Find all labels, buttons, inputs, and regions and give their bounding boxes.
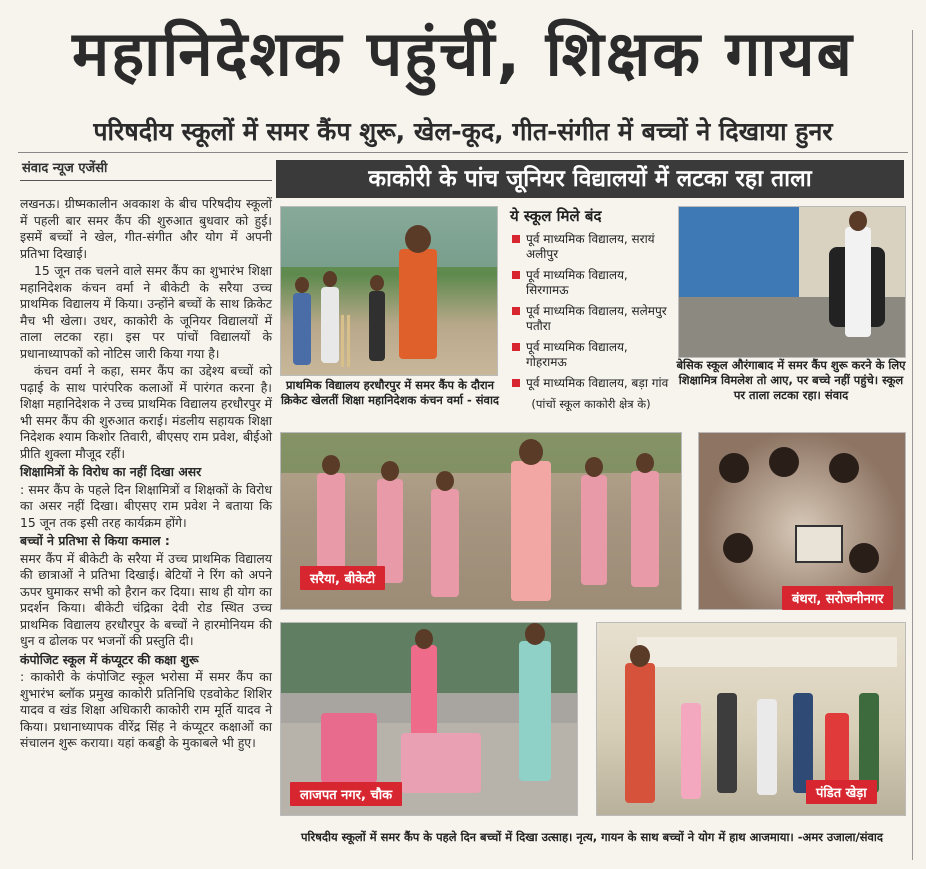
bullet-icon [512, 271, 520, 279]
paragraph: 15 जून तक चलने वाले समर कैंप का शुभारंभ शिक्षा महानिदेशक कंचन वर्मा ने बीकेटी के सरैया उच्च प्राथमिक विद्यालय में किया। उन्होंने बच्चों के साथ क्रिकेट मैच भी खेला। उधर, काकोरी के जूनियर विद्यालयों में ताला लटका रहा। इस पर पांचों विद्यालयों के प्रधानाध्यापकों को नोटिस जारी किया गया है। [20, 263, 272, 361]
paragraph: : समर कैंप के पहले दिन शिक्षामित्रों व शिक्षकों के विरोध का असर नहीं दिखा। बीएसए राम प्रवेश ने बताया कि 15 जून तक इसी तरह कार्यक्रम होंगे। [20, 481, 272, 530]
caption-cricket: प्राथमिक विद्यालय हरधौरपुर में समर कैंप के दौरान क्रिकेट खेलतीं शिक्षा महानिदेशक कंचन वर्मा - संवाद [280, 378, 500, 407]
adjacent-column [912, 30, 926, 860]
box-title: ये स्कूल मिले बंद [510, 207, 602, 225]
bullet-icon [512, 235, 520, 243]
byline: संवाद न्यूज एजेंसी [22, 161, 108, 176]
paragraph: : काकोरी के कंपोजिट स्कूल भरोसा में समर कैंप का शुभारंभ ब्लॉक प्रमुख काकोरी प्रतिनिधि एडवोकेट शिशिर यादव व खंड शिक्षा अधिकारी काकोरी राम मूर्ति यादव ने किया। प्रधानाध्यापक वीरेंद्र सिंह ने कंप्यूटर कक्षाओं का संचालन शुरू कराया। यहां कबड्डी के मुकाबले भी हुए। [20, 669, 272, 750]
list-item: पूर्व माध्यमिक विद्यालय, गोहरामऊ [510, 340, 672, 370]
location-tag: पंडित खेड़ा [806, 780, 877, 804]
closed-schools-box [510, 206, 672, 412]
list-item: पूर्व माध्यमिक विद्यालय, सरायं अलीपुर [510, 232, 672, 262]
bullet-icon [512, 307, 520, 315]
subheading: शिक्षामित्रों के विरोध का नहीं दिखा असर [20, 464, 202, 479]
list-item: पूर्व माध्यमिक विद्यालय, बड़ा गांव [510, 376, 672, 391]
subheading: बच्चों ने प्रतिभा से किया कमाल : [20, 533, 170, 548]
closed-schools-list [510, 232, 672, 391]
divider [18, 152, 908, 153]
bullet-icon [512, 379, 520, 387]
headline: महानिदेशक पहुंचीं, शिक्षक गायब [72, 17, 854, 90]
location-tag: लाजपत नगर, चौक [290, 782, 402, 806]
paragraph: समर कैंप में बीकेटी के सरैया में उच्च प्राथमिक विद्यालय की छात्राओं ने प्रतिभा दिखाई। बेटियों ने रिंग को अपने ऊपर घुमाकर सभी को हैरान कर दिया। साथ ही योग का प्रदर्शन किया। बीकेटी चंद्रिका देवी रोड स्थित उच्च प्राथमिक विद्यालय हरधौरपुर के बच्चों ने हारमोनियम की धुन व ढोलक पर भजनों की प्रस्तुति दी। [20, 550, 272, 648]
paragraph: लखनऊ। ग्रीष्मकालीन अवकाश के बीच परिषदीय स्कूलों में पहली बार समर कैंप की शुरुआत बुधवार को हुई। इसमें बच्चों ने खेल, गीत-संगीत और योग में अपनी प्रतिभा दिखाई। [20, 196, 272, 261]
subheadline: परिषदीय स्कूलों में समर कैंप शुरू, खेल-कूद, गीत-संगीत में बच्चों ने दिखाया हुनर [93, 117, 833, 146]
location-tag: सरैया, बीकेटी [300, 566, 385, 590]
location-tag: बंथरा, सरोजनीनगर [782, 586, 893, 610]
caption-bottom: परिषदीय स्कूलों में समर कैंप के पहले दिन बच्चों में दिखा उत्साह। नृत्य, गायन के साथ बच्चों ने योग में हाथ आजमाया। -अमर उजाला/संवाद [301, 830, 883, 844]
list-item: पूर्व माध्यमिक विद्यालय, सलेमपुर पतौरा [510, 304, 672, 334]
photo-bantra [698, 432, 906, 610]
box-note: (पांचों स्कूल काकोरी क्षेत्र के) [531, 397, 651, 411]
photo-cricket [280, 206, 498, 376]
divider [20, 180, 272, 181]
bullet-icon [512, 343, 520, 351]
article-body [20, 186, 272, 753]
photo-locked-school [678, 206, 906, 358]
banner: काकोरी के पांच जूनियर विद्यालयों में लटका रहा ताला [276, 160, 904, 198]
paragraph: कंचन वर्मा ने कहा, समर कैंप का उद्देश्य बच्चों को पढ़ाई के साथ पारंपरिक कलाओं में पारंगत करना है। शिक्षा महानिदेशक ने उच्च प्राथमिक विद्यालय हरधौरपुर में भी समर कैंप की शुरुआत कराई। मंडलीय सहायक शिक्षा निदेशक श्याम किशोर तिवारी, बीएसए राम प्रवेश, बीईओ प्रीति शुक्ला मौजूद रहीं। [20, 363, 272, 461]
caption-locked-school: बेसिक स्कूल औरंगाबाद में समर कैंप शुरू करने के लिए शिक्षामित्र विमलेश तो आए, पर बच्चे नहीं पहुंचे। स्कूल पर ताला लटका रहा। संवाद [676, 358, 906, 402]
list-item: पूर्व माध्यमिक विद्यालय, सिरगामऊ [510, 268, 672, 298]
subheading: कंपोजिट स्कूल में कंप्यूटर की कक्षा शुरू [20, 651, 199, 667]
